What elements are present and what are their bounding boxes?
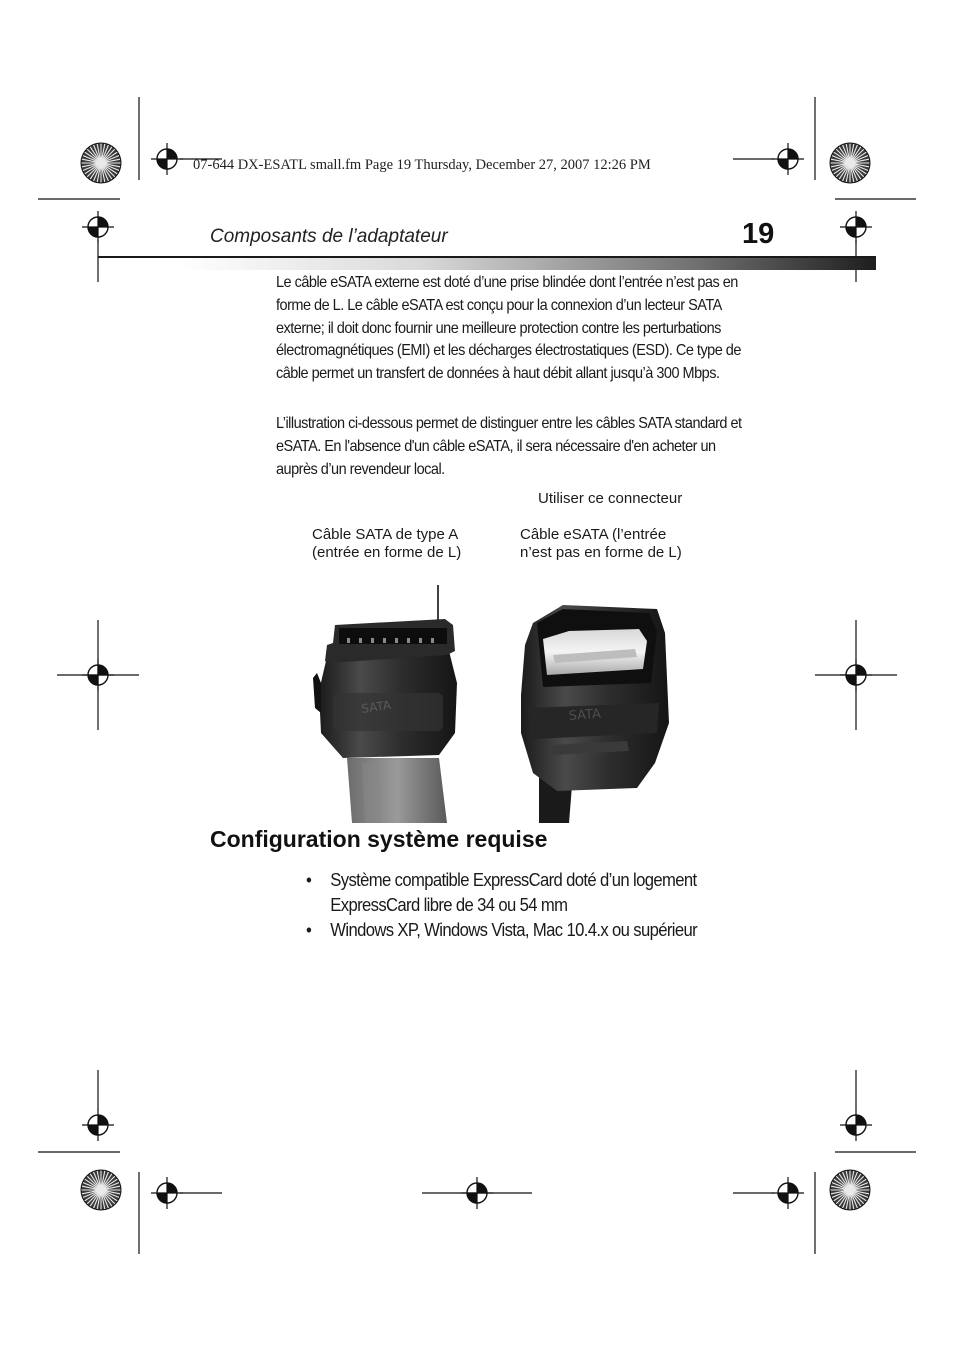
esata-connector <box>521 605 669 823</box>
figure-label-esata-line1: Câble eSATA (l’entrée <box>520 526 667 543</box>
header-gradient-bar <box>178 258 876 270</box>
requirement-text: Windows XP, Windows Vista, Mac 10.4.x ou supérieur <box>330 919 698 940</box>
requirements-list <box>306 868 729 944</box>
figure-label-sata-line2: (entrée en forme de L) <box>312 544 462 561</box>
figure-label-sata-line1: Câble SATA de type A <box>312 526 459 543</box>
figure-label-esata <box>520 526 720 562</box>
figure-label-sata <box>312 526 502 562</box>
bullet-glyph: • <box>306 919 312 940</box>
print-slug: 07-644 DX-ESATL small.fm Page 19 Thursday, December 27, 2007 12:26 PM <box>193 157 651 173</box>
esata-molded-mark: SATA <box>568 706 602 724</box>
list-item <box>306 918 729 943</box>
figure-callout-use-connector: Utiliser ce connecteur <box>538 490 683 507</box>
paragraph-illustration-intro: L’illustration ci-dessous permet de distinguer entre les câbles SATA standard et eSATA. En l'absence d'un câble eSATA, il sera nécessaire d'en acheter un auprès d’un revendeur local. <box>276 415 742 478</box>
paragraph-esata-description: Le câble eSATA externe est doté d’une prise blindée dont l’entrée n’est pas en forme de L. Le câble eSATA est conçu pour la connexion d’un lecteur SATA externe; il doit donc fournir une meilleure protection contre les perturbations électromagnétiques (EMI) et les décharges électrostatiques (ESD). Ce type de câble permet un transfert de données à haut débit allant jusqu’à 300 Mbps. <box>276 274 741 383</box>
bullet-glyph: • <box>306 869 312 890</box>
figure-label-esata-line2: n’est pas en forme de L) <box>520 544 682 561</box>
sata-connector <box>313 619 457 823</box>
requirement-text: Système compatible ExpressCard doté d’un logement ExpressCard libre de 34 ou 54 mm <box>330 869 697 915</box>
list-item <box>306 868 729 917</box>
page-number: 19 <box>742 218 775 250</box>
running-header-title: Composants de l’adaptateur <box>210 226 448 247</box>
section-heading: Configuration système requise <box>210 826 548 852</box>
connector-photo <box>307 583 705 823</box>
sata-molded-mark: SATA <box>360 697 392 716</box>
